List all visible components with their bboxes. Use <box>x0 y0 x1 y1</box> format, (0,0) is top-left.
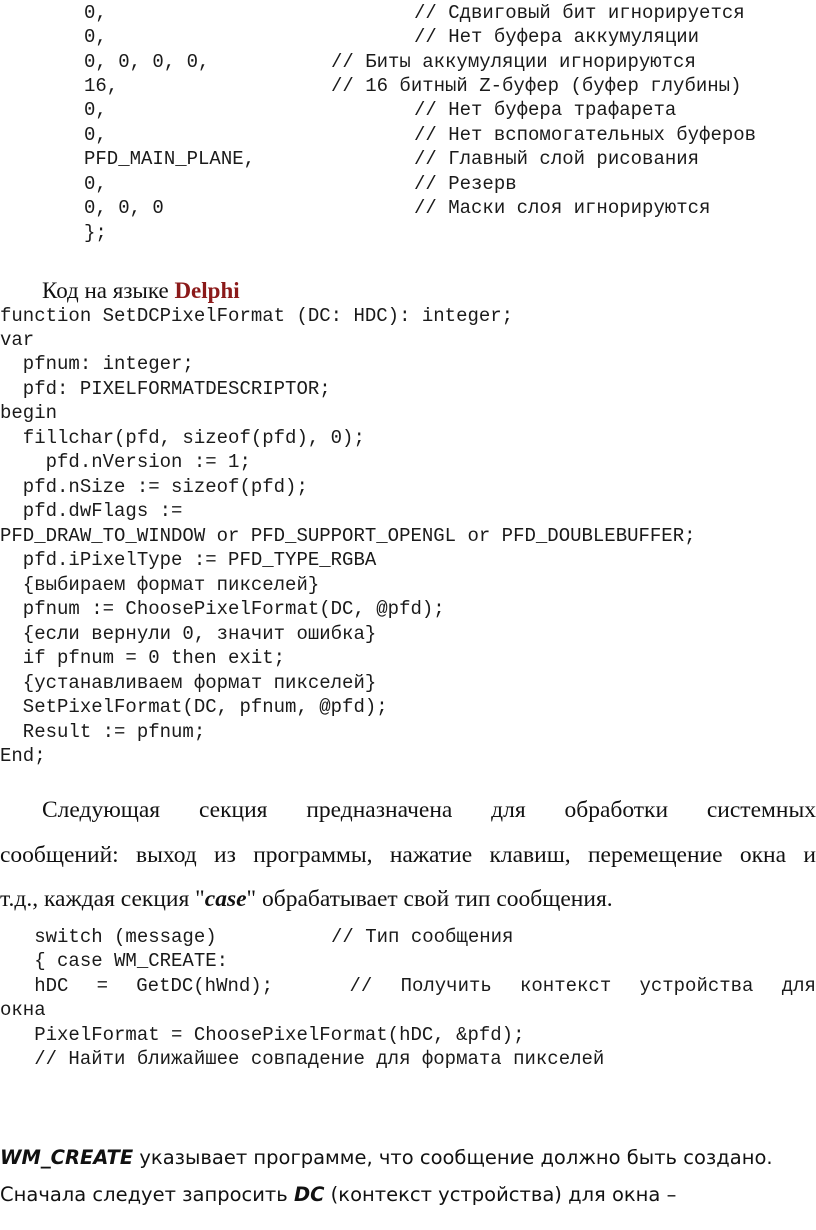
code-comment: // 16 битный Z-буфер (буфер глубины) <box>331 75 742 97</box>
paragraph-line-3 <box>0 884 613 914</box>
code-token: Получить <box>400 975 492 997</box>
code-line: окна <box>0 999 46 1021</box>
code-line: var <box>0 329 35 351</box>
code-line: function SetDCPixelFormat (DC: HDC): integer; <box>0 305 514 327</box>
code-token: hDC <box>0 975 69 997</box>
code-line: pfd.dwFlags := <box>0 500 183 522</box>
code-comment: // Нет вспомогательных буферов <box>414 124 757 146</box>
word: секция <box>198 797 268 823</box>
code-line: {если вернули 0, значит ошибка} <box>0 623 377 645</box>
code-value: 0, 0, 0, 0, <box>84 51 210 73</box>
code-token: для <box>781 975 816 997</box>
dc-term: DC <box>293 1183 325 1206</box>
closing-line-2 <box>0 1180 676 1210</box>
code-line: pfd.iPixelType := PFD_TYPE_RGBA <box>0 549 377 571</box>
code-line: PFD_DRAW_TO_WINDOW or PFD_SUPPORT_OPENGL or PFD_DOUBLEBUFFER; <box>0 525 696 547</box>
code-line: { case WM_CREATE: <box>0 950 229 972</box>
code-comment: // Нет буфера трафарета <box>414 99 677 121</box>
word: Следующая <box>42 797 161 823</box>
code-line: SetPixelFormat(DC, pfnum, @pfd); <box>0 696 388 718</box>
code-line <box>0 925 514 949</box>
code-value: 0, <box>84 26 107 48</box>
word: для <box>491 797 526 823</box>
code-comment: // Нет буфера аккумуляции <box>414 26 700 48</box>
text: (контекст устройства) для окна – <box>324 1183 677 1206</box>
code-value: 0, <box>84 2 107 24</box>
code-token: контекст <box>520 975 612 997</box>
text: т.д., каждая секция " <box>0 886 205 912</box>
code-value: 0, <box>84 124 107 146</box>
code-line <box>0 974 816 998</box>
word: перемещение <box>587 842 723 868</box>
code-line: {выбираем формат пикселей} <box>0 574 320 596</box>
code-comment: // Маски слоя игнорируются <box>414 197 711 219</box>
word: обработки <box>564 797 669 823</box>
code-token: = <box>96 975 109 997</box>
code-line: pfnum: integer; <box>0 353 194 375</box>
word: выход <box>135 842 197 868</box>
heading-language: Delphi <box>174 278 240 303</box>
word: окна <box>739 842 787 868</box>
word: сообщений: <box>0 842 119 868</box>
wm-create-term: WM_CREATE <box>0 1146 134 1169</box>
code-token: GetDC(hWnd); <box>136 975 274 997</box>
delphi-heading <box>42 276 240 306</box>
code-token: устройства <box>639 975 754 997</box>
paragraph-line-1 <box>0 795 816 825</box>
code-comment: // Тип сообщения <box>331 926 514 948</box>
code-value: switch (message) <box>0 926 217 948</box>
code-line: PixelFormat = ChoosePixelFormat(hDC, &pfd); <box>0 1024 525 1046</box>
code-comment: // Резерв <box>414 173 517 195</box>
paragraph-line-2 <box>0 840 816 870</box>
code-line: pfd.nSize := sizeof(pfd); <box>0 476 308 498</box>
code-line: if pfnum = 0 then exit; <box>0 647 286 669</box>
text: Сначала следует запросить <box>0 1183 294 1206</box>
code-line: pfnum := ChoosePixelFormat(DC, @pfd); <box>0 598 445 620</box>
spacer <box>301 974 321 998</box>
code-value: }; <box>84 222 107 244</box>
heading-prefix: Код на языке <box>42 278 175 303</box>
code-value: 16, <box>84 75 119 97</box>
code-comment: // Биты аккумуляции игнорируются <box>331 51 696 73</box>
code-comment: // Сдвиговый бит игнорируется <box>414 2 745 24</box>
word: нажатие <box>389 842 473 868</box>
case-keyword: case <box>204 886 247 912</box>
code-value: 0, 0, 0 <box>84 197 164 219</box>
code-value: PFD_MAIN_PLANE, <box>84 148 256 170</box>
code-line: pfd.nVersion := 1; <box>0 451 251 473</box>
word: из <box>214 842 236 868</box>
code-value: 0, <box>84 173 107 195</box>
word: клавиш, <box>489 842 571 868</box>
word: программы, <box>253 842 373 868</box>
text: " обрабатывает свой тип сообщения. <box>246 886 613 912</box>
word: и <box>803 842 816 868</box>
word: системных <box>706 797 816 823</box>
code-line: pfd: PIXELFORMATDESCRIPTOR; <box>0 378 331 400</box>
code-line: End; <box>0 745 46 767</box>
code-comment: // Главный слой рисования <box>414 148 700 170</box>
closing-line-1 <box>0 1143 773 1173</box>
code-line: fillchar(pfd, sizeof(pfd), 0); <box>0 427 365 449</box>
code-line: Result := pfnum; <box>0 721 206 743</box>
code-value: 0, <box>84 99 107 121</box>
code-token: // <box>349 975 373 997</box>
text: указывает программе, что сообщение должно быть создано. <box>133 1146 773 1169</box>
code-line: begin <box>0 402 58 424</box>
code-line: // Найти ближайшее совпадение для формата пикселей <box>0 1048 605 1070</box>
word: предназначена <box>306 797 453 823</box>
code-line: {устанавливаем формат пикселей} <box>0 672 377 694</box>
